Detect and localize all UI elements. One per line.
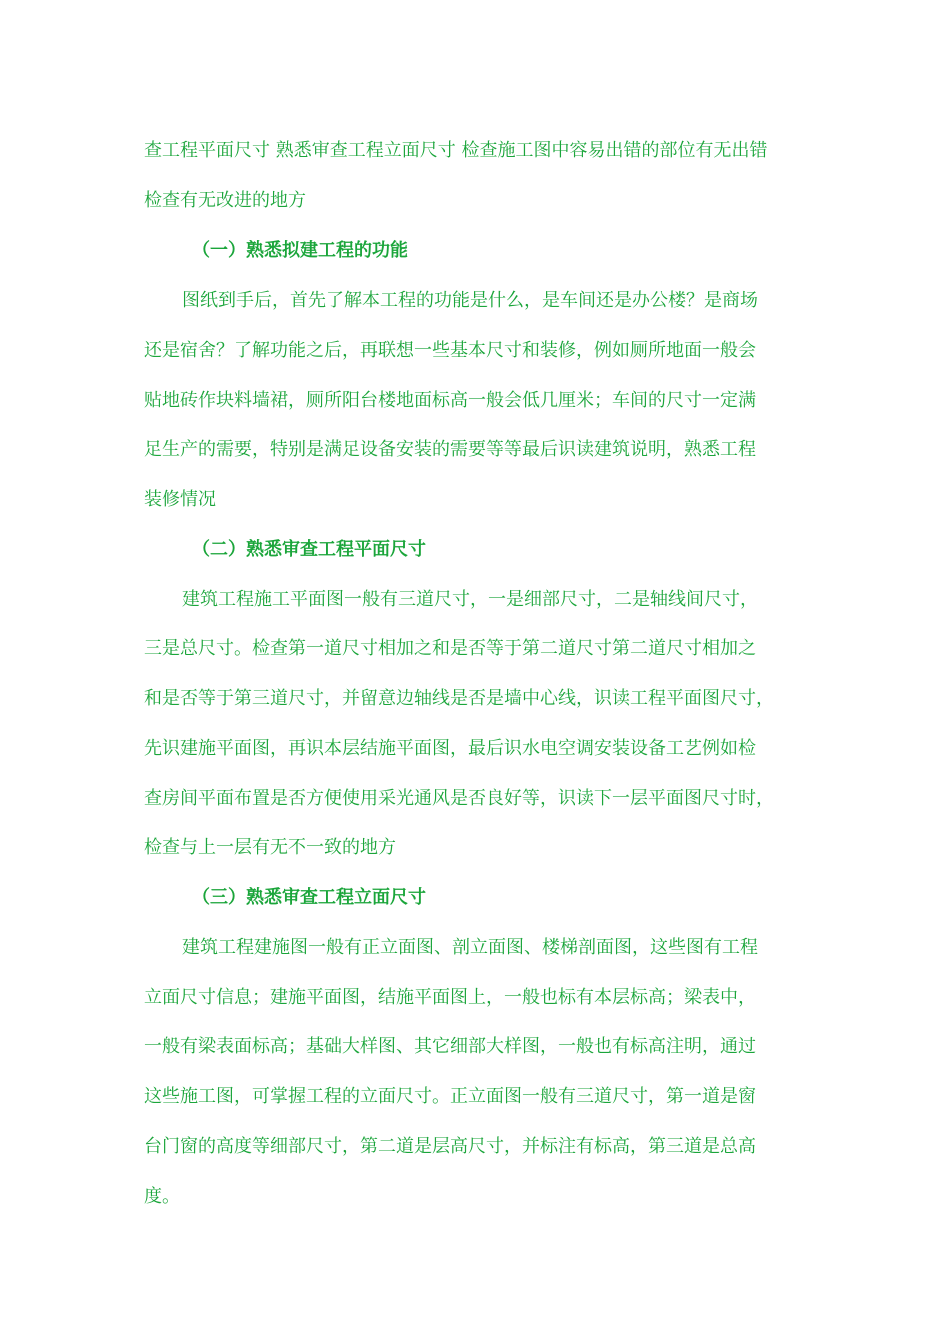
section-1-line-1: 图纸到手后，首先了解本工程的功能是什么，是车间还是办公楼？是商场	[182, 290, 758, 311]
section-2-line-6: 检查与上一层有无不一致的地方	[144, 837, 396, 858]
section-1-heading: （一）熟悉拟建工程的功能	[192, 240, 408, 261]
intro-line-1: 查工程平面尺寸 熟悉审查工程立面尺寸 检查施工图中容易出错的部位有无出错	[144, 140, 768, 161]
section-2-line-2: 三是总尺寸。检查第一道尺寸相加之和是否等于第二道尺寸第二道尺寸相加之	[144, 638, 756, 659]
intro-line-2: 检查有无改进的地方	[144, 190, 306, 211]
section-3-line-3: 一般有梁表面标高；基础大样图、其它细部大样图，一般也有标高注明，通过	[144, 1036, 756, 1057]
section-1-line-5: 装修情况	[144, 489, 216, 510]
section-2-heading: （二）熟悉审查工程平面尺寸	[192, 539, 426, 560]
section-3-line-4: 这些施工图，可掌握工程的立面尺寸。正立面图一般有三道尺寸，第一道是窗	[144, 1086, 756, 1107]
section-3-line-6: 度。	[144, 1186, 180, 1207]
section-2-line-1: 建筑工程施工平面图一般有三道尺寸，一是细部尺寸，二是轴线间尺寸，	[182, 589, 758, 610]
section-2-line-5: 查房间平面布置是否方便使用采光通风是否良好等，识读下一层平面图尺寸时，	[144, 788, 774, 809]
section-3-heading: （三）熟悉审查工程立面尺寸	[192, 887, 426, 908]
section-1-line-4: 足生产的需要，特别是满足设备安装的需要等等最后识读建筑说明，熟悉工程	[144, 439, 756, 460]
section-3-line-5: 台门窗的高度等细部尺寸，第二道是层高尺寸，并标注有标高，第三道是总高	[144, 1136, 756, 1157]
section-1-line-3: 贴地砖作块料墙裙，厕所阳台楼地面标高一般会低几厘米；车间的尺寸一定满	[144, 390, 756, 411]
section-1-line-2: 还是宿舍？了解功能之后，再联想一些基本尺寸和装修，例如厕所地面一般会	[144, 340, 756, 361]
section-2-line-3: 和是否等于第三道尺寸，并留意边轴线是否是墙中心线，识读工程平面图尺寸，	[144, 688, 774, 709]
section-3-line-2: 立面尺寸信息；建施平面图，结施平面图上，一般也标有本层标高；梁表中，	[144, 987, 756, 1008]
section-2-line-4: 先识建施平面图，再识本层结施平面图，最后识水电空调安装设备工艺例如检	[144, 738, 756, 759]
section-3-line-1: 建筑工程建施图一般有正立面图、剖立面图、楼梯剖面图，这些图有工程	[182, 937, 758, 958]
